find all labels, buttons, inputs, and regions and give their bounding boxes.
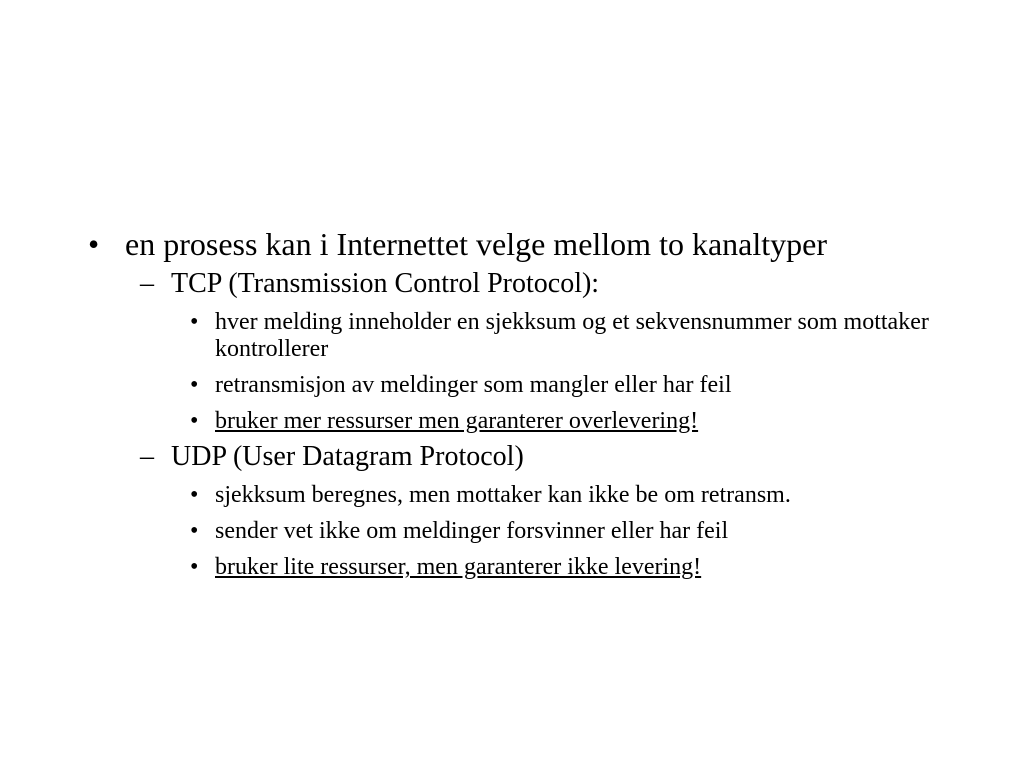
dash-marker: – — [140, 441, 154, 472]
bullet-text: hver melding inneholder en sjekksum og et sekvensnummer som mottaker kontrollerer — [215, 309, 929, 362]
bullet-item-udp-resources — [0, 554, 1024, 581]
bullet-marker: • — [190, 518, 199, 544]
bullet-marker: • — [190, 372, 199, 398]
bullet-marker: • — [190, 482, 199, 508]
bullet-text: en prosess kan i Internettet velge mellom to kanaltyper — [125, 226, 827, 262]
bullet-item-tcp-retransmission — [0, 372, 1024, 399]
bullet-text: retransmisjon av meldinger som mangler eller har feil — [215, 372, 732, 398]
bullet-text: sender vet ikke om meldinger forsvinner eller har feil — [215, 518, 729, 544]
bullet-text: UDP (User Datagram Protocol) — [171, 441, 524, 472]
bullet-list — [0, 226, 1024, 581]
bullet-text-underlined: bruker mer ressurser men garanterer overlevering! — [215, 408, 699, 434]
bullet-marker: • — [190, 309, 199, 335]
dash-marker: – — [140, 268, 154, 299]
bullet-item-tcp-resources — [0, 408, 1024, 435]
bullet-item-channel-types — [0, 226, 1024, 262]
bullet-marker: • — [190, 408, 199, 434]
bullet-item-udp-checksum — [0, 482, 1024, 509]
bullet-text-underlined: bruker lite ressurser, men garanterer ikke levering! — [215, 554, 702, 580]
bullet-text: TCP (Transmission Control Protocol): — [171, 268, 600, 299]
bullet-item-tcp-checksum — [0, 309, 1024, 363]
bullet-text: sjekksum beregnes, men mottaker kan ikke be om retransm. — [215, 482, 791, 508]
bullet-item-udp-loss — [0, 518, 1024, 545]
bullet-item-udp — [0, 441, 1024, 473]
bullet-marker: • — [190, 554, 199, 580]
bullet-item-tcp — [0, 268, 1024, 300]
bullet-marker: • — [88, 226, 100, 262]
